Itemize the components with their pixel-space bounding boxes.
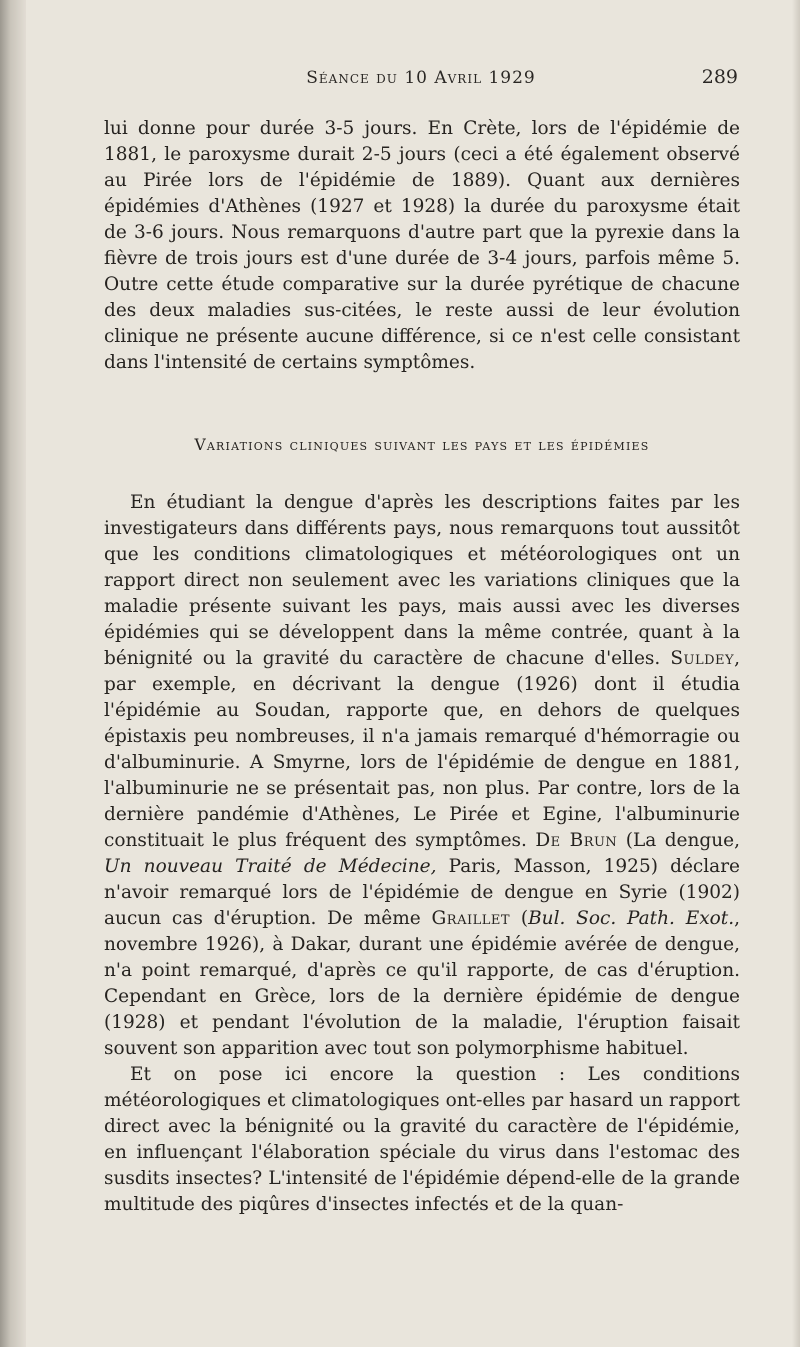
section-heading: Variations cliniques suivant les pays et les épidémies [194,436,650,454]
paragraph-variations [104,490,740,1062]
body-text [104,116,740,1218]
running-head [104,64,738,92]
reference-journal: Bul. Soc. Path. Exot. [528,908,735,929]
text-run: , novembre 1926), à Dakar, durant une épidémie avérée de dengue, n'a point remarqué, d'après ce qu'il rapporte, de cas d'éruption. Cependant en Grèce, lors de la dernière épidémie de dengue (1928) et pendant l'évolution de la maladie, l'éruption faisait souvent son apparition avec tout son polymorphisme habituel. [104,908,740,1059]
page-edge [792,0,800,1347]
author-name: De Brun [535,830,618,851]
author-name: Suldey [670,648,735,669]
running-title: Séance du 10 Avril 1929 [306,68,536,88]
text-run: ( [510,908,529,929]
binding-shadow [0,0,26,1347]
text-run: Paris, Masson, 1925) déclare n'avoir remarqué lors de l'épidémie de dengue en Syrie (1902) aucun cas d'éruption. De même [104,856,740,929]
author-name: Graillet [431,908,511,929]
page-number: 289 [701,66,738,88]
reference-title: Un nouveau Traité de Médecine, [104,856,437,877]
text-run: (La dengue, [617,830,740,851]
paragraph-continued: lui donne pour durée 3-5 jours. En Crète, lors de l'épidémie de 1881, le paroxysme durait 2-5 jours (ceci a été également observé au Pirée lors de l'épidémie de 1889). Quant aux dernières épidémies d'Athènes (1927 et 1928) la durée du paroxysme était de 3-6 jours. Nous remarquons d'autre part que la pyrexie dans la fièvre de trois jours est d'une durée de 3-4 jours, parfois même 5. Outre cette étude comparative sur la durée pyrétique de chacune des deux maladies sus-citées, le reste aussi de leur évolution clinique ne présente aucune différence, si ce n'est celle consistant dans l'intensité de certains symptômes. [104,118,740,373]
text-run: , par exemple, en décrivant la dengue (1926) dont il étudia l'épidémie au Soudan, rapporte que, en dehors de quelques épistaxis peu nombreuses, il n'a jamais remarqué d'hémorragie ou d'albuminurie. A Smyrne, lors de l'épidémie de dengue en 1881, l'albuminurie ne se présentait pas, non plus. Par contre, lors de la dernière pandémie d'Athènes, Le Pirée et Egine, l'albuminurie constituait le plus fréquent des symptômes. [104,648,740,851]
paragraph-question: Et on pose ici encore la question : Les conditions météorologiques et climatologiques ont-elles par hasard un rapport direct avec la bénignité ou la gravité du caractère de l'épidémie, en influençant l'élaboration spéciale du virus dans l'estomac des susdits insectes? L'intensité de l'épidémie dépend-elle de la grande multitude des piqûres d'insectes infectés et de la quan- [104,1064,740,1215]
text-run: En étudiant la dengue d'après les descriptions faites par les investigateurs dans différents pays, nous remarquons tout aussitôt que les conditions climatologiques et météorologiques ont un rapport direct non seulement avec les variations cliniques que la maladie présente suivant les pays, mais aussi avec les diverses épidémies qui se développent dans la même contrée, quant à la bénignité ou la gravité du caractère de chacune d'elles. [104,492,740,669]
